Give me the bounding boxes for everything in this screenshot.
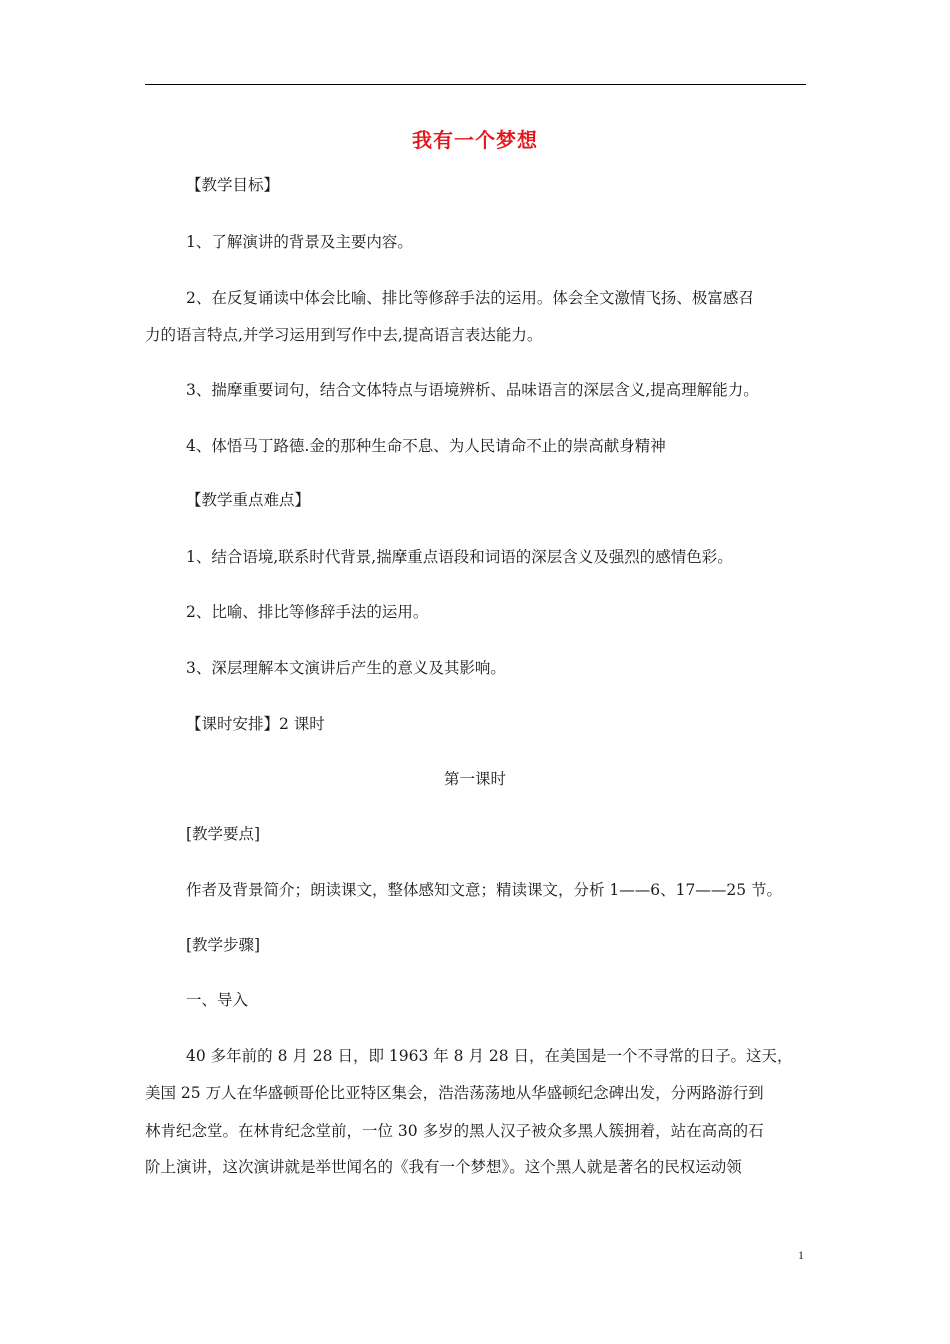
paragraph-line: 40 多年前的 8 月 28 日，即 1963 年 8 月 28 日，在美国是一个不寻常的日子。这天， (186, 1047, 793, 1065)
subsection-heading-intro: 一、导入 (186, 991, 249, 1009)
paragraph-line: 4、体悟马丁路德.金的那种生命不息、为人民请命不止的崇高献身精神 (186, 437, 666, 455)
paragraph-line: 力的语言特点,并学习运用到写作中去,提高语言表达能力。 (145, 326, 543, 344)
section-heading-schedule: 【课时安排】2 课时 (186, 715, 325, 733)
lesson-heading: 第一课时 (443, 770, 506, 788)
section-heading-teaching-steps: [教学步骤] (186, 936, 261, 954)
paragraph-line: 1、结合语境,联系时代背景,揣摩重点语段和词语的深层含义及强烈的感情色彩。 (186, 548, 733, 566)
section-heading-objectives: 【教学目标】 (186, 176, 280, 194)
paragraph-line: 作者及背景简介；朗读课文，整体感知文意；精读课文，分析 1——6、17——25 节。 (186, 881, 783, 899)
paragraph-line: 美国 25 万人在华盛顿哥伦比亚特区集会，浩浩荡荡地从华盛顿纪念碑出发，分两路游行到 (145, 1084, 764, 1102)
paragraph-line: 林肯纪念堂。在林肯纪念堂前，一位 30 多岁的黑人汉子被众多黑人簇拥着，站在高高的石 (145, 1122, 764, 1140)
paragraph-line: 3、深层理解本文演讲后产生的意义及其影响。 (186, 659, 506, 677)
document-title: 我有一个梦想 (412, 128, 538, 152)
paragraph-line: 2、在反复诵读中体会比喻、排比等修辞手法的运用。体会全文激情飞扬、极富感召 (186, 289, 754, 307)
section-heading-teaching-points: [教学要点] (186, 825, 261, 843)
paragraph-line: 1、了解演讲的背景及主要内容。 (186, 233, 413, 251)
paragraph-line: 3、揣摩重要词句，结合文体特点与语境辨析、品味语言的深层含义,提高理解能力。 (186, 381, 759, 399)
paragraph-line: 2、比喻、排比等修辞手法的运用。 (186, 603, 429, 621)
section-heading-key-points: 【教学重点难点】 (186, 491, 311, 509)
paragraph-line: 阶上演讲，这次演讲就是举世闻名的《我有一个梦想》。这个黑人就是著名的民权运动领 (145, 1158, 742, 1176)
header-rule (145, 84, 806, 85)
page-number: 1 (798, 1248, 804, 1262)
